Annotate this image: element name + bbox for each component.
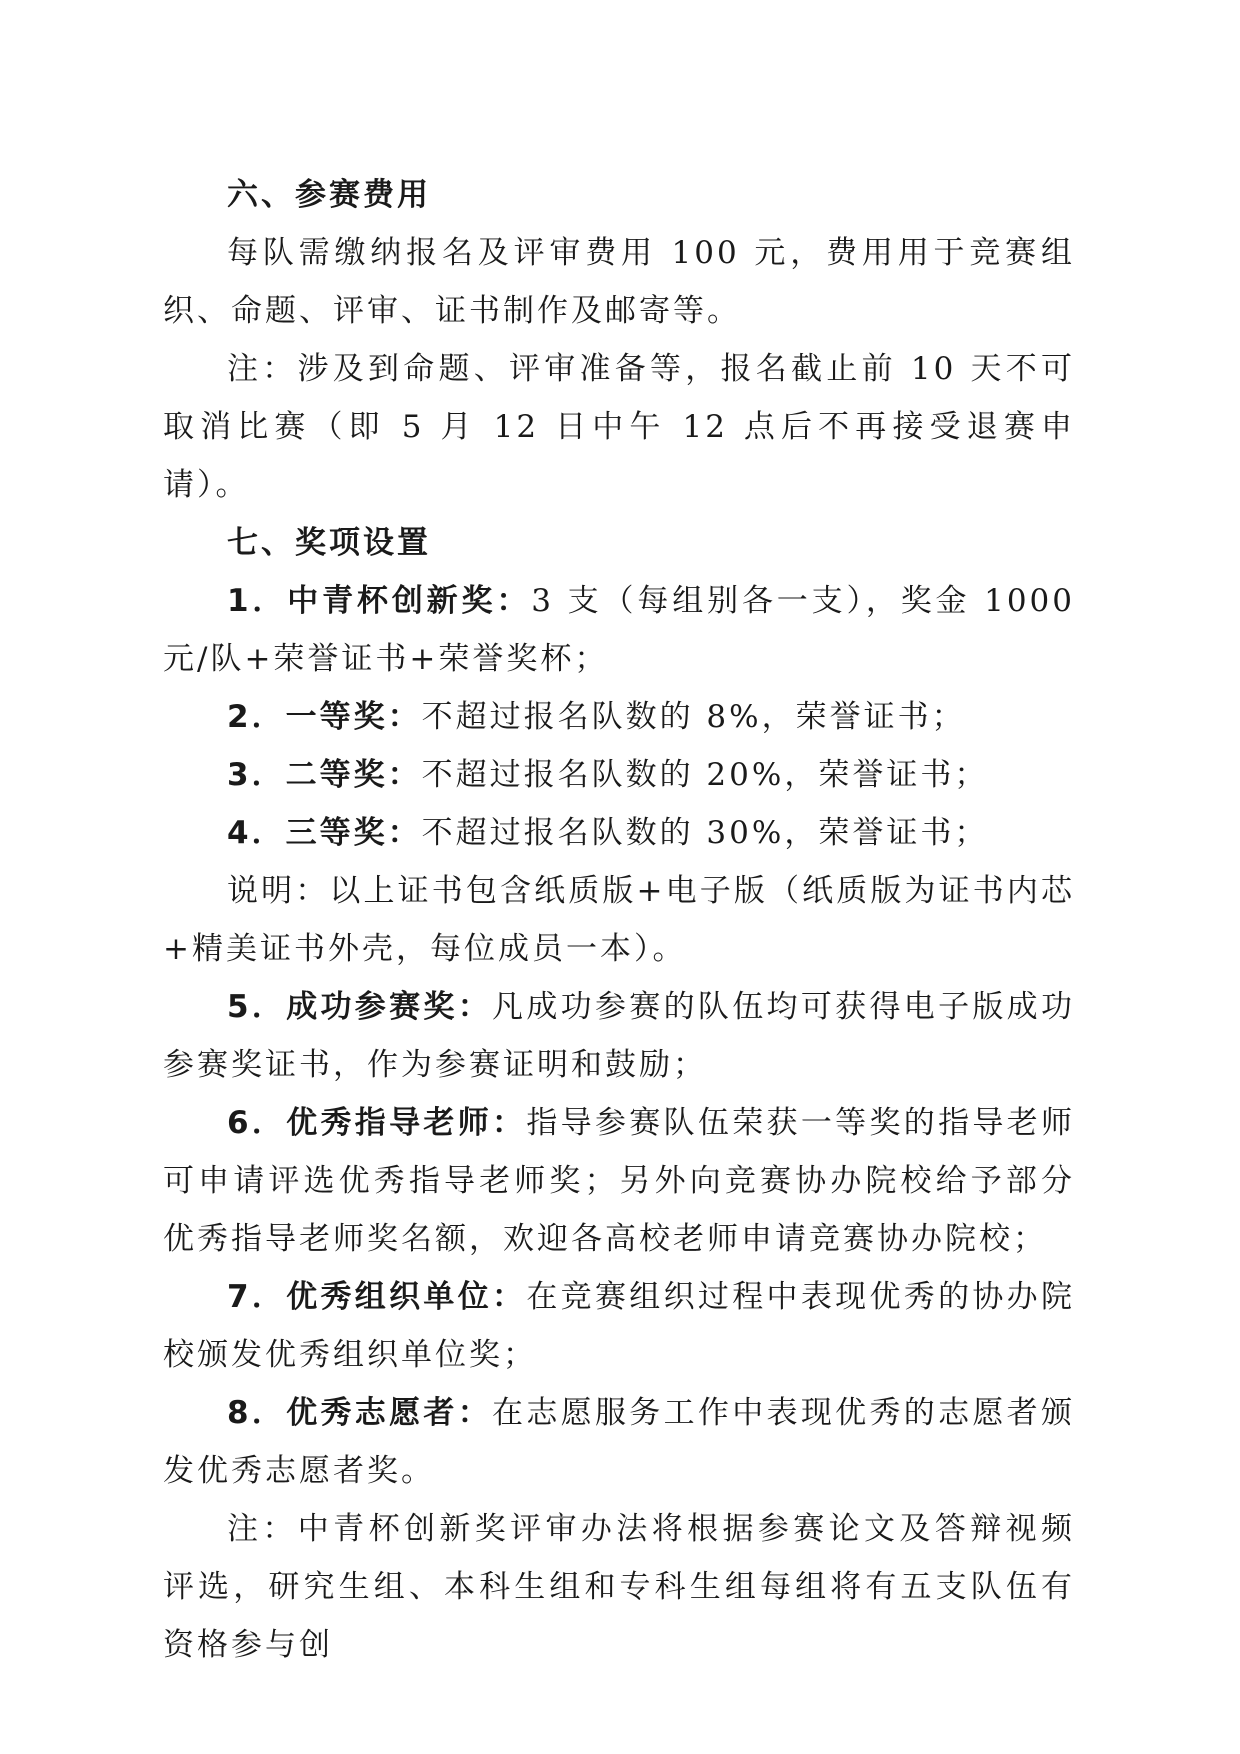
- certificate-explanation: 说明：以上证书包含纸质版+电子版（纸质版为证书内芯+精美证书外壳，每位成员一本）。: [163, 873, 1075, 967]
- award-item-8-text: 在志愿服务工作中表现优秀的志愿者颁发优秀志愿者奖。: [163, 1395, 1075, 1489]
- award-item-4-text: 不超过报名队数的 30%，荣誉证书；: [421, 815, 989, 851]
- award-item-8: [163, 1384, 1075, 1500]
- document-body: [163, 166, 1075, 1674]
- award-item-7-label: 7．优秀组织单位：: [227, 1279, 527, 1315]
- final-note-paragraph: 注：中青杯创新奖评审办法将根据参赛论文及答辩视频评选，研究生组、本科生组和专科生组每组将有五支队伍有资格参与创: [163, 1511, 1075, 1663]
- award-item-6: [163, 1094, 1075, 1268]
- section7-heading: 七、奖项设置: [227, 525, 431, 561]
- section6-fee-paragraph: 每队需缴纳报名及评审费用 100 元，费用用于竞赛组织、命题、评审、证书制作及邮寄等。: [163, 235, 1075, 329]
- section6-heading: 六、参赛费用: [227, 177, 431, 213]
- award-item-3-label: 3．二等奖：: [227, 757, 422, 793]
- award-item-4-label: 4．三等奖：: [227, 815, 422, 851]
- award-item-7-text: 在竞赛组织过程中表现优秀的协办院校颁发优秀组织单位奖；: [163, 1279, 1075, 1373]
- section6-note-paragraph: 注：涉及到命题、评审准备等，报名截止前 10 天不可取消比赛（即 5 月 12 日中午 12 点后不再接受退赛申请）。: [163, 351, 1075, 503]
- award-item-3-text: 不超过报名队数的 20%，荣誉证书；: [421, 757, 989, 793]
- award-item-5: [163, 978, 1075, 1094]
- award-item-2-text: 不超过报名队数的 8%，荣誉证书；: [421, 699, 966, 735]
- award-item-6-text: 指导参赛队伍荣获一等奖的指导老师可申请评选优秀指导老师奖；另外向竞赛协办院校给予部分优秀指导老师奖名额，欢迎各高校老师申请竞赛协办院校；: [163, 1105, 1075, 1257]
- award-item-2: [163, 688, 1075, 746]
- award-item-4: [163, 804, 1075, 862]
- award-item-1-text: 3 支（每组别各一支），奖金 1000 元/队+荣誉证书+荣誉奖杯；: [163, 583, 1075, 677]
- award-item-8-label: 8．优秀志愿者：: [227, 1395, 493, 1431]
- award-item-5-text: 凡成功参赛的队伍均可获得电子版成功参赛奖证书，作为参赛证明和鼓励；: [163, 989, 1075, 1083]
- award-item-3: [163, 746, 1075, 804]
- award-item-1: [163, 572, 1075, 688]
- award-item-5-label: 5．成功参赛奖：: [227, 989, 493, 1025]
- award-item-7: [163, 1268, 1075, 1384]
- award-item-2-label: 2．一等奖：: [227, 699, 422, 735]
- award-item-6-label: 6．优秀指导老师：: [227, 1105, 527, 1141]
- award-item-1-label: 1．中青杯创新奖：: [227, 583, 532, 619]
